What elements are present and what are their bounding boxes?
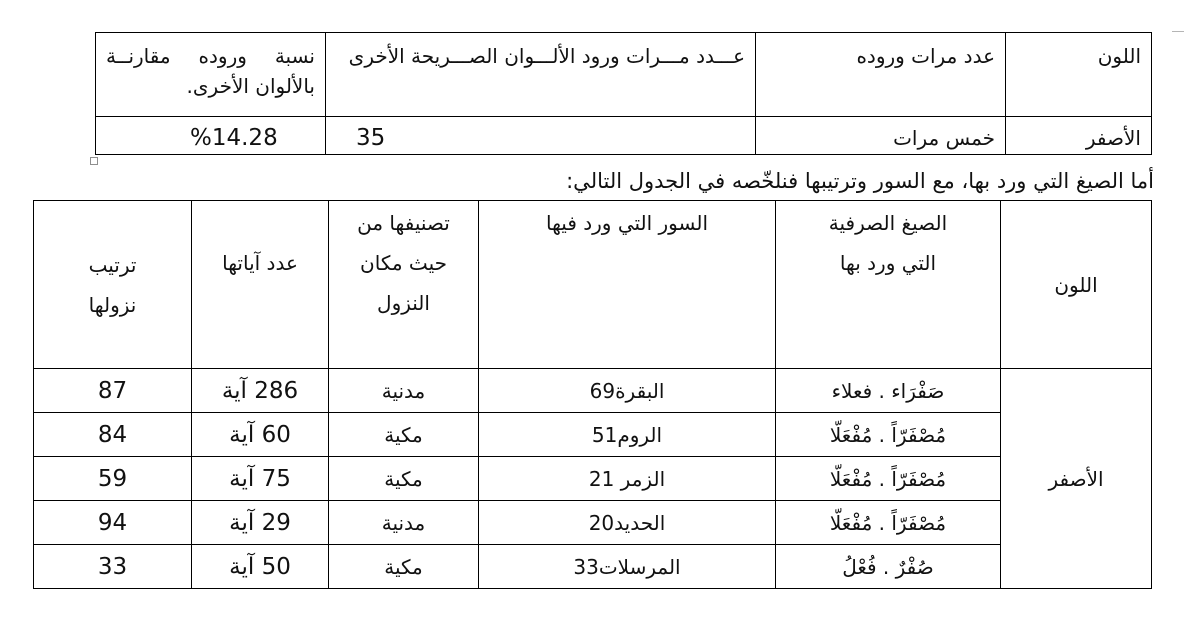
intro-sentence: أما الصيغ التي ورد بها، مع السور وترتيبها فنلخّصه في الجدول التالي:	[566, 169, 1154, 193]
form-cell: صَفْرَاء . فعلاء	[776, 369, 1001, 413]
classification-cell: مكية	[329, 413, 479, 457]
summary-cell-color: الأصفر	[1006, 117, 1152, 155]
surah-cell: البقرة69	[479, 369, 776, 413]
summary-header-other-colors: عـــدد مـــرات ورود الألـــوان الصـــريحة الأخرى	[326, 33, 756, 117]
table-row	[34, 413, 1152, 457]
surah-cell: الزمر 21	[479, 457, 776, 501]
forms-header-forms: الصيغ الصرفية التي ورد بها	[776, 201, 1001, 369]
forms-header-row	[34, 201, 1152, 369]
forms-table	[33, 200, 1152, 589]
summary-header-occurrences: عدد مرات وروده	[756, 33, 1006, 117]
classification-cell: مدنية	[329, 369, 479, 413]
verses-cell: 29 آية	[192, 501, 329, 545]
verses-cell: 60 آية	[192, 413, 329, 457]
form-cell: مُصْفَرّاً . مُفْعَلّا	[776, 457, 1001, 501]
verses-cell: 75 آية	[192, 457, 329, 501]
verses-cell: 50 آية	[192, 545, 329, 589]
order-cell: 84	[34, 413, 192, 457]
summary-table	[95, 32, 1152, 155]
table-row	[34, 457, 1152, 501]
summary-cell-occurrences: خمس مرات	[756, 117, 1006, 155]
forms-header-order: ترتيب نزولها	[34, 201, 192, 369]
forms-header-classification: تصنيفها من حيث مكان النزول	[329, 201, 479, 369]
order-cell: 87	[34, 369, 192, 413]
summary-value-row	[96, 117, 1152, 155]
surah-cell: الحديد20	[479, 501, 776, 545]
table-row	[34, 545, 1152, 589]
summary-cell-other-colors: 35	[326, 117, 756, 155]
forms-header-verses: عدد آياتها	[192, 201, 329, 369]
order-cell: 94	[34, 501, 192, 545]
table-row	[34, 369, 1152, 413]
page-corner-mark	[1172, 31, 1184, 32]
classification-cell: مدنية	[329, 501, 479, 545]
summary-cell-ratio: %14.28	[96, 117, 326, 155]
table-resize-handle[interactable]	[90, 157, 98, 165]
classification-cell: مكية	[329, 545, 479, 589]
surah-cell: المرسلات33	[479, 545, 776, 589]
surah-cell: الروم51	[479, 413, 776, 457]
summary-header-row	[96, 33, 1152, 117]
forms-header-color: اللون	[1001, 201, 1152, 369]
form-cell: مُصْفَرّاً . مُفْعَلّا	[776, 413, 1001, 457]
forms-header-surahs: السور التي ورد فيها	[479, 201, 776, 369]
verses-cell: 286 آية	[192, 369, 329, 413]
classification-cell: مكية	[329, 457, 479, 501]
form-cell: مُصْفَرّاً . مُفْعَلّا	[776, 501, 1001, 545]
table-row	[34, 501, 1152, 545]
summary-header-color: اللون	[1006, 33, 1152, 117]
forms-cell-color: الأصفر	[1001, 369, 1152, 589]
order-cell: 33	[34, 545, 192, 589]
order-cell: 59	[34, 457, 192, 501]
summary-header-ratio: نسبة وروده مقارنــة بالألوان الأخرى.	[96, 33, 326, 117]
form-cell: صُفْرٌ . فُعْلُ	[776, 545, 1001, 589]
